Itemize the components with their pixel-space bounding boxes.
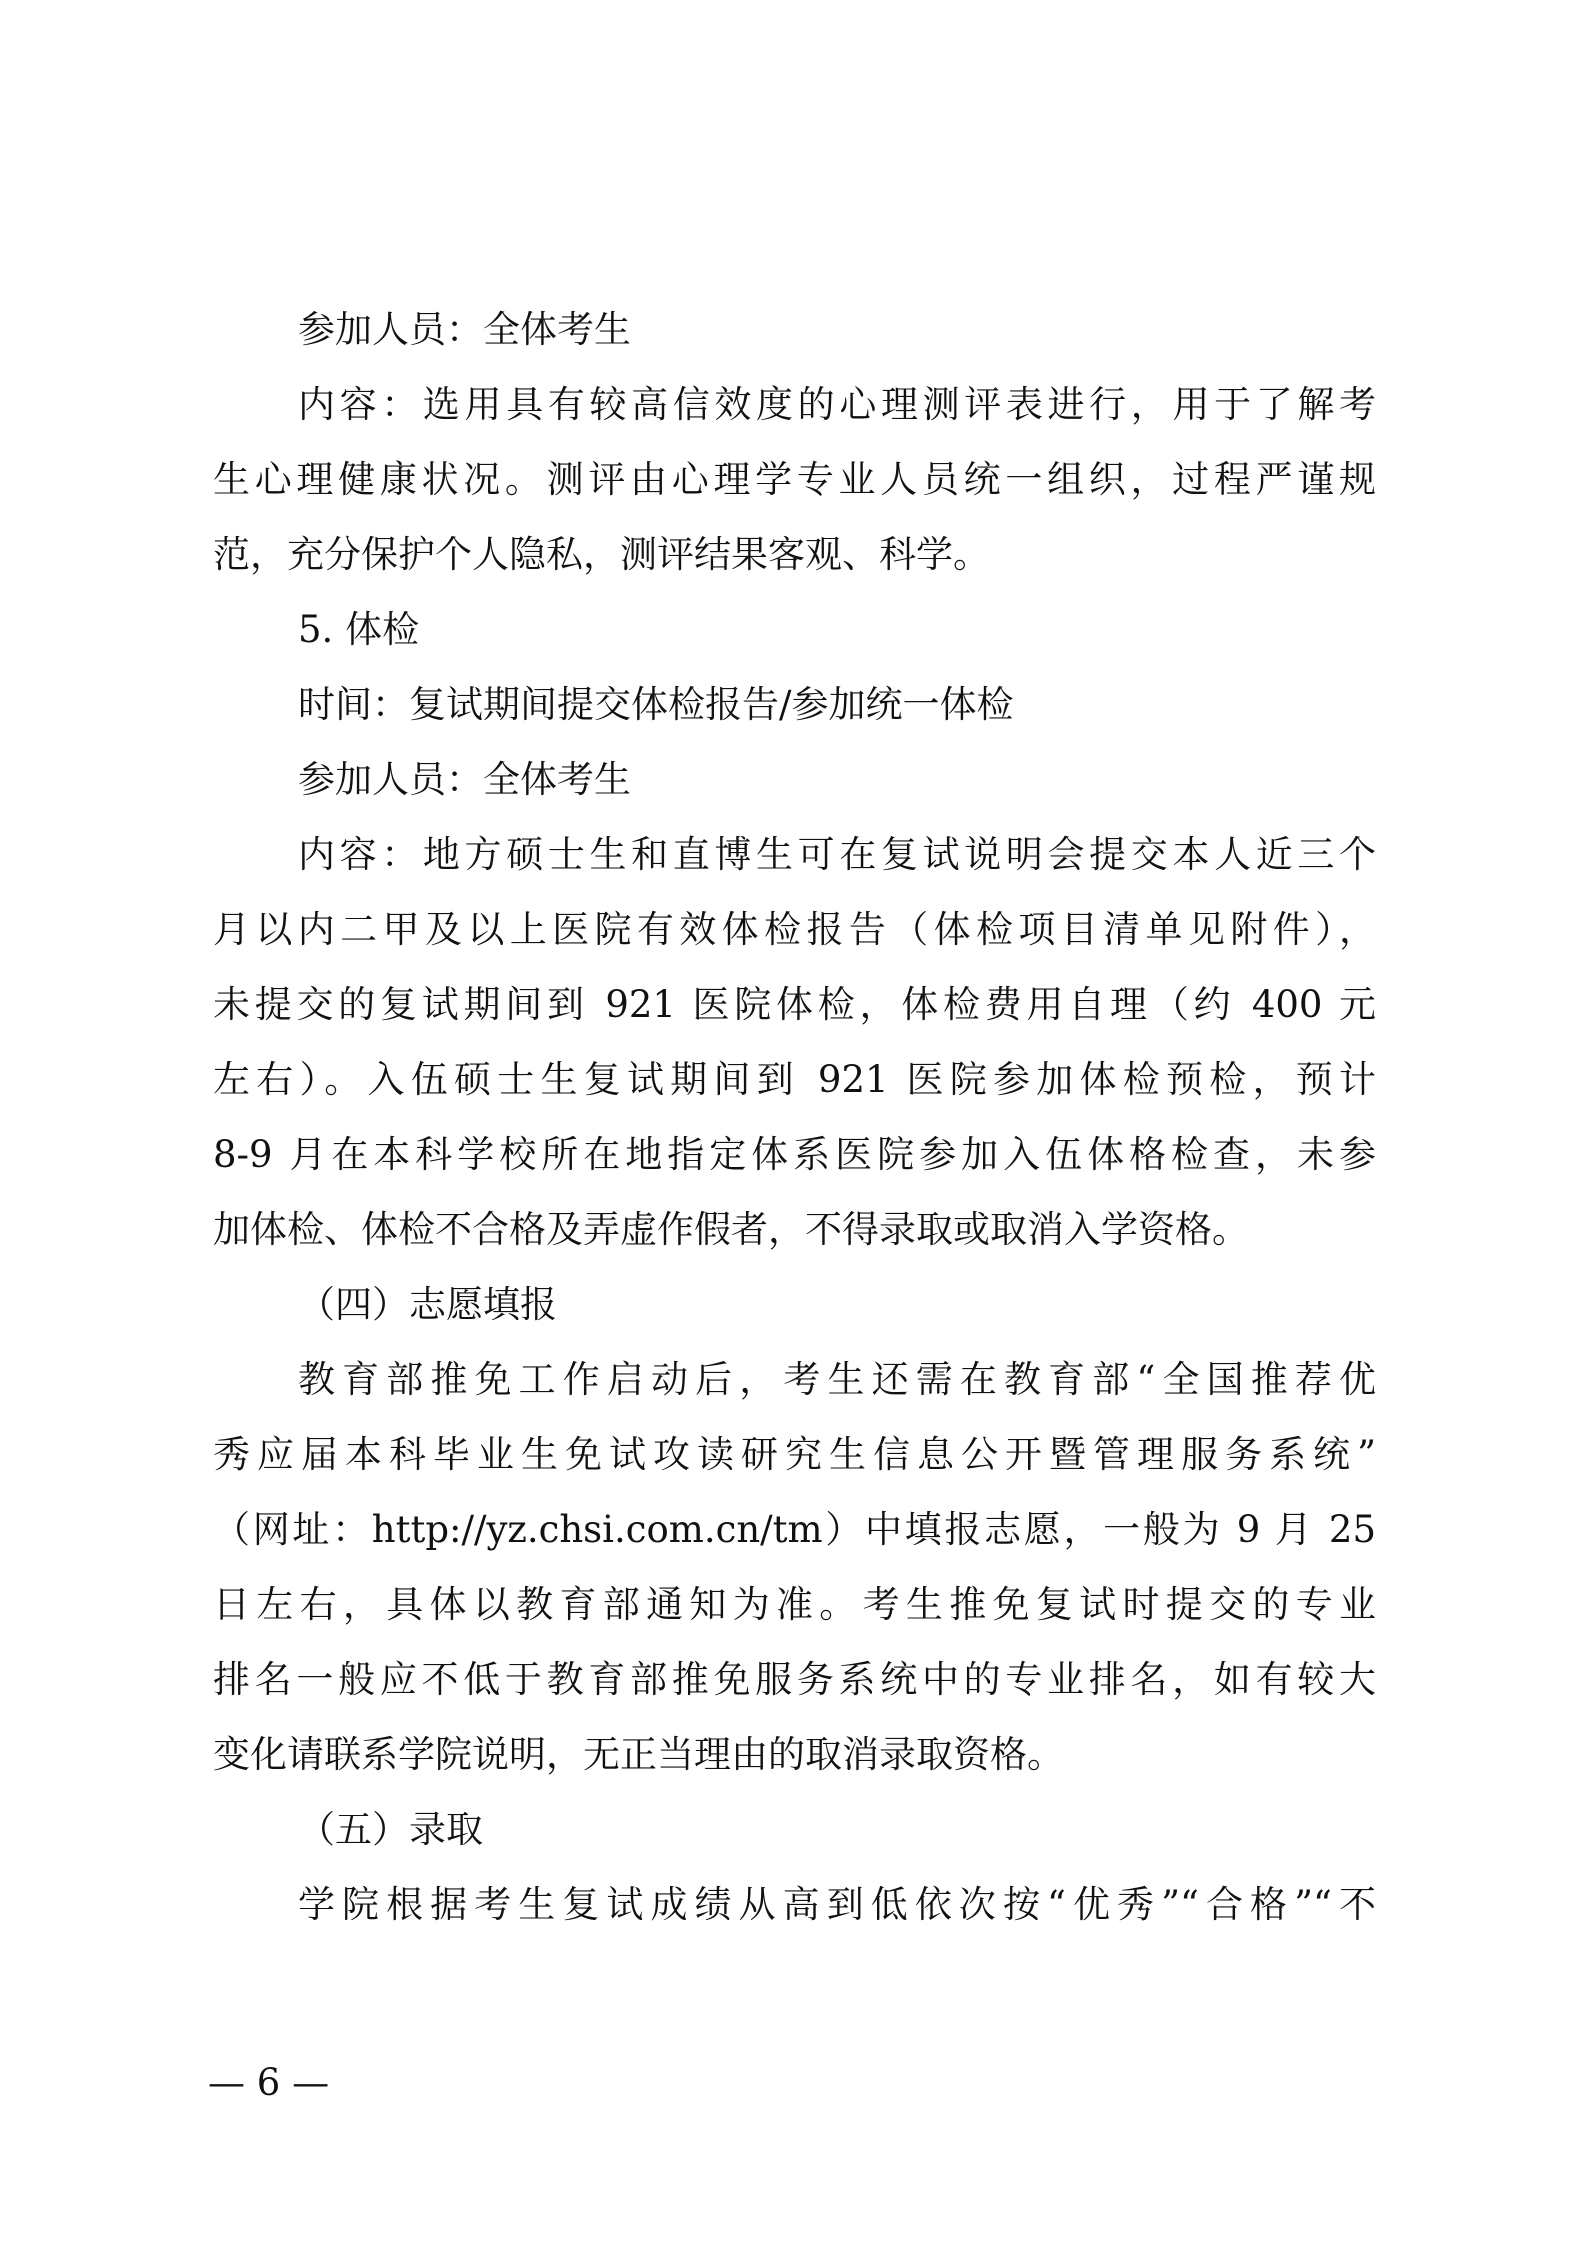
text-line: 秀应届本科毕业生免试攻读研究生信息公开暨管理服务系统”: [213, 1433, 1376, 1476]
text-line: 参加人员：全体考生: [298, 308, 631, 351]
text-line: 月以内二甲及以上医院有效体检报告（体检项目清单见附件），: [213, 908, 1376, 951]
text-line: 内容：选用具有较高信效度的心理测评表进行，用于了解考: [298, 383, 1376, 426]
text-line: 内容：地方硕士生和直博生可在复试说明会提交本人近三个: [298, 833, 1376, 876]
page-number: — 6 —: [208, 2061, 330, 2104]
text-line: 时间：复试期间提交体检报告/参加统一体检: [298, 683, 1014, 726]
text-line: 生心理健康状况。测评由心理学专业人员统一组织，过程严谨规: [213, 458, 1376, 501]
text-line: 学院根据考生复试成绩从高到低依次按“优秀”“合格”“不: [298, 1883, 1376, 1926]
text-line: （网址：http://yz.chsi.com.cn/tm）中填报志愿，一般为 9 月 25: [213, 1508, 1376, 1551]
text-line: 未提交的复试期间到 921 医院体检，体检费用自理（约 400 元: [213, 983, 1376, 1026]
text-line: 日左右，具体以教育部通知为准。考生推免复试时提交的专业: [213, 1583, 1376, 1626]
text-line: 左右）。入伍硕士生复试期间到 921 医院参加体检预检，预计: [213, 1058, 1376, 1101]
body-text: [213, 292, 1376, 1942]
text-line: 参加人员：全体考生: [298, 758, 631, 801]
text-line: 加体检、体检不合格及弄虚作假者，不得录取或取消入学资格。: [213, 1208, 1249, 1251]
text-line: 范，充分保护个人隐私，测评结果客观、科学。: [213, 533, 990, 576]
section-heading: （四）志愿填报: [298, 1283, 557, 1326]
text-line: 变化请联系学院说明，无正当理由的取消录取资格。: [213, 1733, 1064, 1776]
section-heading: （五）录取: [298, 1808, 483, 1851]
text-line: 教育部推免工作启动后，考生还需在教育部“全国推荐优: [298, 1358, 1376, 1401]
text-line: 排名一般应不低于教育部推免服务系统中的专业排名，如有较大: [213, 1658, 1376, 1701]
section-heading: 5. 体检: [298, 608, 420, 651]
text-line: 8-9 月在本科学校所在地指定体系医院参加入伍体格检查，未参: [213, 1133, 1376, 1176]
